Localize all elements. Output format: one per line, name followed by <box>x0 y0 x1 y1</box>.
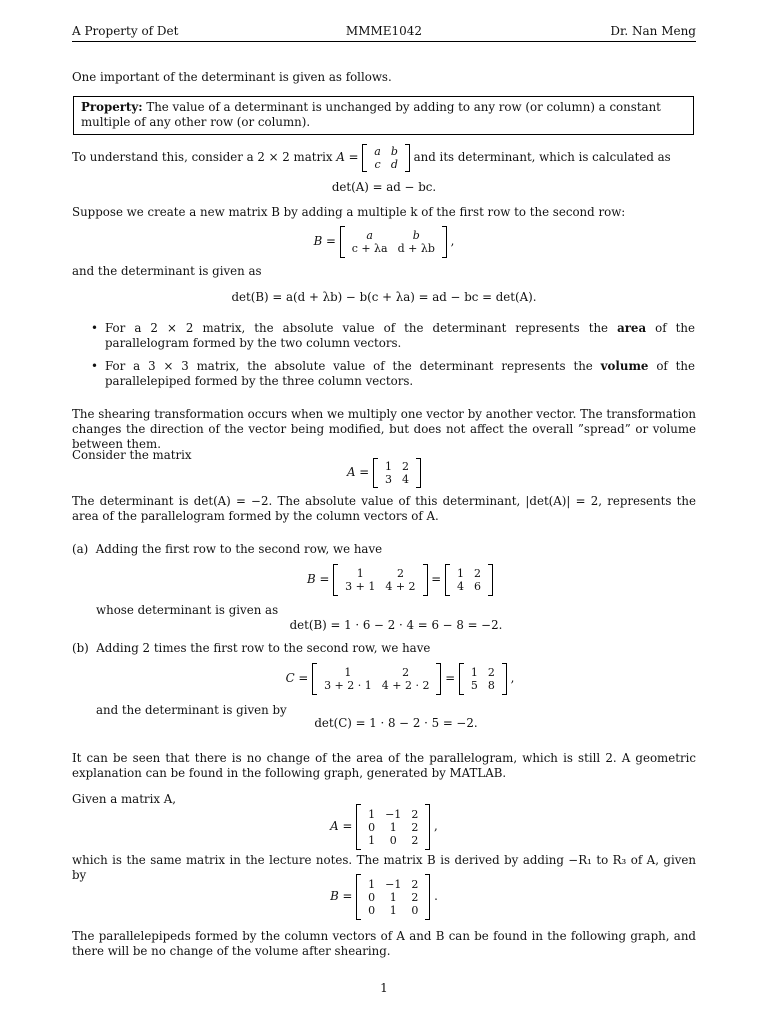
part-a-det-text: whose determinant is given as <box>96 603 279 617</box>
part-b-det-text: and the determinant is given by <box>96 703 287 717</box>
header-rule <box>72 41 696 42</box>
det-statement: The determinant is det(A) = −2. The absolute value of this determinant, |det(A)| = 2, represents the area of the parallelogram formed by the column vectors of A. <box>72 494 696 523</box>
part-b-matrix-result: 1 2 5 8 <box>470 666 495 692</box>
part-a-matrix-result: 1 2 4 6 <box>456 567 481 593</box>
matrix-A-2x2: a b c d <box>374 145 398 171</box>
shearing-text: The shearing transformation occurs when we multiply one vector by another vector. The transformation changes the direction of the vector being modified, but does not affect the overall ”spread” or volume between them. <box>72 407 696 451</box>
consider-text: Consider the matrix <box>72 448 192 462</box>
part-b-heading: (b) Adding 2 times the first row to the second row, we have <box>72 641 431 655</box>
part-a-matrix-equation: B = 1 2 3 + 1 4 + 2 = 1 2 4 6 <box>105 564 695 596</box>
property-label: Property: <box>81 100 143 114</box>
bullet-item: • For a 3 × 3 matrix, the absolute value of the determinant represents the volume of the parallelepiped formed by the three column vectors. <box>91 359 696 388</box>
suppose-text: Suppose we create a new matrix B by adding a multiple k of the first row to the second row: <box>72 205 626 219</box>
part-b-det-formula: det(C) = 1 · 8 − 2 · 5 = −2. <box>314 716 478 730</box>
detB-formula: det(B) = a(d + λb) − b(c + λa) = ad − bc = det(A). <box>231 290 537 304</box>
bullet-item: • For a 2 × 2 matrix, the absolute value of the determinant represents the area of the parallelogram formed by the two column vectors. <box>91 321 695 350</box>
matrix-B-equation: B = a b c + λa d + λb , <box>72 226 696 258</box>
part-a-heading: (a) Adding the first row to the second row, we have <box>72 542 383 556</box>
understand-line: To understand this, consider a 2 × 2 matrix A = a b c d and its determinant, which is calculated as <box>72 145 671 171</box>
understand-pre: To understand this, consider a 2 × 2 matrix <box>72 150 333 164</box>
matrix-B-3x3: 1 −1 2 0 1 2 0 1 0 <box>368 877 419 917</box>
det-given-text: and the determinant is given as <box>72 264 262 278</box>
understand-post: and its determinant, which is calculated as <box>413 150 671 164</box>
intro-text: One important of the determinant is given as follows. <box>72 70 392 84</box>
header-left: A Property of Det <box>72 24 179 38</box>
page-number: 1 <box>380 981 388 995</box>
matrix-A-numeric: 1 2 3 4 <box>384 460 409 486</box>
no-change-text: It can be seen that there is no change of the area of the parallelogram, which is still 2. A geometric explanation can be found in the following graph, generated by MATLAB. <box>72 751 696 780</box>
property-box <box>73 96 694 135</box>
matrix-B-2x2: a b c + λa d + λb <box>351 229 435 255</box>
same-matrix-text: which is the same matrix in the lecture notes. The matrix B is derived by adding −R₁ to R₃ of A, given by <box>72 853 696 882</box>
matrix-A-3x3: 1 −1 2 0 1 2 1 0 2 <box>368 807 419 847</box>
matrix-A3-equation: A = 1 −1 2 0 1 2 1 0 2 , <box>72 804 696 850</box>
detA-formula: det(A) = ad − bc. <box>331 180 437 194</box>
header-center: MMME1042 <box>345 24 423 38</box>
part-a-det-formula: det(B) = 1 · 6 − 2 · 4 = 6 − 8 = −2. <box>289 618 503 632</box>
part-b-matrix-equation: C = 1 2 3 + 2 · 1 4 + 2 · 2 = 1 2 5 8 , <box>105 663 695 695</box>
given-text: Given a matrix A, <box>72 792 177 806</box>
matrix-B3-equation: B = 1 −1 2 0 1 2 0 1 0 . <box>72 874 696 920</box>
property-text: The value of a determinant is unchanged by adding to any row (or column) a constant multiple of any other row (or column). <box>81 100 661 129</box>
header-right: Dr. Nan Meng <box>610 24 696 38</box>
part-a-matrix-expr: 1 2 3 + 1 4 + 2 <box>345 567 416 593</box>
part-b-matrix-expr: 1 2 3 + 2 · 1 4 + 2 · 2 <box>324 666 430 692</box>
closing-text: The parallelepipeds formed by the column vectors of A and B can be found in the following graph, and there will be no change of the volume after shearing. <box>72 929 696 958</box>
matrix-A-equation: A = 1 2 3 4 <box>72 458 696 488</box>
